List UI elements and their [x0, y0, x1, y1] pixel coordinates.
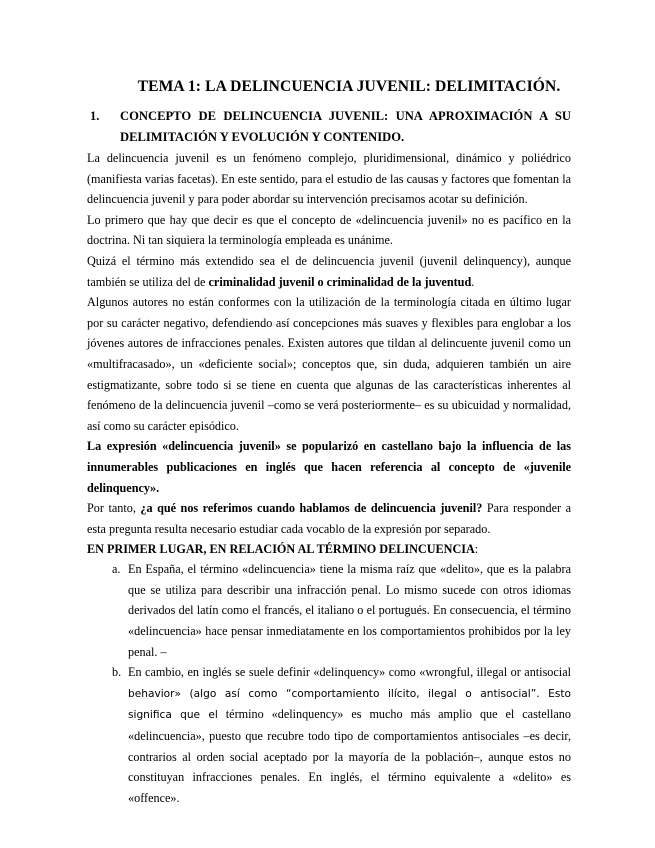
- list-marker: a.: [112, 562, 121, 577]
- subheading-text: EN PRIMER LUGAR, EN RELACIÓN AL TÉRMINO DELINCUENCIA: [87, 542, 475, 557]
- section-heading: [90, 106, 571, 148]
- paragraph-3-end: .: [471, 274, 475, 289]
- list-item-text-end: término «delinquency» es mucho más amplio que el castellano «delincuencia», puesto que recubre todo tipo de comportamientos antisociales –es decir, contrarios al orden social aceptado por la mayoría de la población–, aunque estos no constituyan infracciones penales. En inglés, el término equivalente a «delito» es «offence».: [128, 707, 571, 805]
- paragraph-3-text: Quizá el término más extendido sea el de delincuencia juvenil (juvenil delinquency), aunque también se utiliza del de: [87, 253, 571, 289]
- term-list: [87, 559, 571, 808]
- paragraph-6-text: Por tanto,: [87, 501, 141, 516]
- paragraph-1: La delincuencia juvenil es un fenómeno complejo, pluridimensional, dinámico y poliédrico (manifiesta varias facetas). En este sentido, para el estudio de las causas y factores que fomentan la delincuencia juvenil y para poder abordar su intervención precisamos acotar su definición.: [87, 151, 571, 207]
- section-number: 1.: [90, 109, 100, 123]
- paragraph-3: [87, 251, 571, 292]
- paragraph-6: [87, 498, 571, 539]
- list-item: [112, 662, 571, 808]
- paragraph-6-question: ¿a qué nos referimos cuando hablamos de delincuencia juvenil?: [140, 501, 483, 516]
- section-title: CONCEPTO DE DELINCUENCIA JUVENIL: UNA APROXIMACIÓN A SU DELIMITACIÓN Y EVOLUCIÓN Y CONTENIDO.: [120, 109, 571, 144]
- subheading-colon: :: [474, 542, 479, 557]
- paragraph-5: La expresión «delincuencia juvenil» se popularizó en castellano bajo la influencia de las innumerables publicaciones en inglés que hacen referencia al concepto de «juvenile delinquency».: [87, 439, 571, 495]
- paragraph-4: Algunos autores no están conformes con la utilización de la terminología citada en último lugar por su carácter negativo, defendiendo así concepciones más suaves y flexibles para englobar a los jóvenes autores de infracciones penales. Existen autores que tildan al delincuente juvenil como un «multifracasado», un «deficiente social»; conceptos que, sin duda, adquieren también un aire estigmatizante, sobre todo si se tiene en cuenta que algunas de las características inherentes al fenómeno de la delincuencia juvenil –como se verá posteriormente– es su ubicuidad y normalidad, así como su carácter episódico.: [87, 295, 571, 433]
- list-item-text: En cambio, en inglés se suele definir «delinquency» como «wrongful, illegal or antisocial: [128, 665, 571, 680]
- list-item-text-alt-font: behavior» (algo así como “comportamiento ilícito, ilegal o antisocial”. Esto significa que el: [128, 687, 571, 722]
- subheading: [87, 539, 571, 559]
- list-marker: b.: [112, 665, 122, 680]
- paragraph-3-bold: criminalidad juvenil o criminalidad de la juventud: [208, 274, 472, 289]
- paragraph-6-end: Para responder a esta pregunta resulta necesario estudiar cada vocablo de la expresión por separado.: [87, 501, 571, 536]
- list-item: [112, 559, 571, 662]
- paragraph-2: Lo primero que hay que decir es que el concepto de «delincuencia juvenil» no es pacífico en la doctrina. Ni tan siquiera la terminología empleada es unánime.: [87, 212, 571, 248]
- page-title: TEMA 1: LA DELINCUENCIA JUVENIL: DELIMITACIÓN.: [137, 78, 561, 95]
- list-item-text: En España, el término «delincuencia» tiene la misma raíz que «delito», que es la palabra que se utiliza para describir una infracción penal. Lo mismo sucede con otros idiomas derivados del latín como el francés, el italiano o el portugués. En consecuencia, el término «delincuencia» hace pensar inmediatamente en los comportamientos prohibidos por la ley penal. –: [128, 562, 571, 659]
